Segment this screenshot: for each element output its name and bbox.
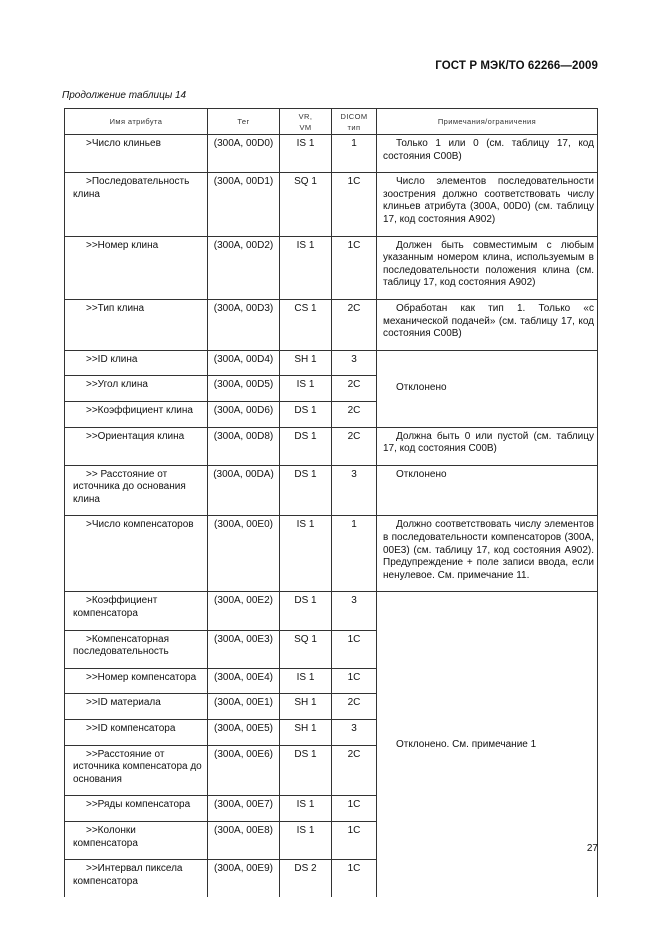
cell-vr: SH 1: [280, 720, 332, 746]
cell-tag: (300A, 00E6): [208, 745, 280, 796]
cell-note: Должна быть 0 или пустой (см. таблицу 17, код состояния C00B): [377, 427, 598, 465]
cell-note: Должно соответствовать числу элементов в последовательности компенсаторов (300A, 00E3) (см. таблицу 17, код состояния A902). Предупреждение + поле записи ввода, если ненулевое. См. примечание 11.: [377, 516, 598, 592]
cell-type: 1C: [332, 860, 377, 898]
cell-vr: DS 1: [280, 745, 332, 796]
cell-type: 2C: [332, 299, 377, 350]
header-vr-vm: VR, VM: [280, 109, 332, 135]
cell-name: >Число компенсаторов: [65, 516, 208, 592]
cell-vr: DS 1: [280, 427, 332, 465]
header-tag: Тег: [208, 109, 280, 135]
cell-name: >> Расстояние от источника до основания клина: [65, 465, 208, 516]
cell-tag: (300A, 00E3): [208, 630, 280, 668]
cell-type: 2C: [332, 694, 377, 720]
cell-vr: IS 1: [280, 516, 332, 592]
cell-name: >Компенсаторная последовательность: [65, 630, 208, 668]
cell-vr: SQ 1: [280, 173, 332, 236]
cell-name: >Коэффициент компенсатора: [65, 592, 208, 630]
cell-vr: IS 1: [280, 376, 332, 402]
cell-type: 3: [332, 720, 377, 746]
cell-tag: (300A, 00E9): [208, 860, 280, 898]
cell-tag: (300A, 00D4): [208, 350, 280, 376]
cell-note: Должен быть совместимым с любым указанным номером клина, используемым в последовательности положения клина (см. таблицу 17, код состояния A902): [377, 236, 598, 299]
table-caption: Продолжение таблицы 14: [62, 90, 187, 101]
cell-type: 1C: [332, 173, 377, 236]
document-standard-header: ГОСТ Р МЭК/ТО 62266—2009: [435, 60, 598, 72]
cell-name: >>Расстояние от источника компенсатора до основания: [65, 745, 208, 796]
cell-name: >>Интервал пиксела компенсатора: [65, 860, 208, 898]
cell-note-merged-compensator: Отклонено. См. примечание 1: [377, 592, 598, 897]
cell-name: >>ID клина: [65, 350, 208, 376]
cell-vr: CS 1: [280, 299, 332, 350]
cell-tag: (300A, 00E2): [208, 592, 280, 630]
cell-type: 1: [332, 516, 377, 592]
cell-vr: DS 1: [280, 465, 332, 516]
cell-vr: DS 1: [280, 401, 332, 427]
cell-tag: (300A, 00DA): [208, 465, 280, 516]
cell-tag: (300A, 00D3): [208, 299, 280, 350]
cell-note: Отклонено: [377, 465, 598, 516]
cell-type: 3: [332, 350, 377, 376]
cell-tag: (300A, 00D0): [208, 135, 280, 173]
cell-type: 2C: [332, 401, 377, 427]
cell-name: >>Тип клина: [65, 299, 208, 350]
cell-vr: SH 1: [280, 350, 332, 376]
cell-name: >>Номер компенсатора: [65, 668, 208, 694]
table-row: [65, 135, 598, 173]
cell-name: >>ID компенсатора: [65, 720, 208, 746]
cell-vr: IS 1: [280, 668, 332, 694]
table-row: [65, 592, 598, 630]
table-row: [65, 236, 598, 299]
attribute-table: [64, 108, 598, 897]
header-attribute-name: Имя атрибута: [65, 109, 208, 135]
cell-name: >Число клиньев: [65, 135, 208, 173]
cell-tag: (300A, 00D5): [208, 376, 280, 402]
cell-type: 3: [332, 592, 377, 630]
cell-tag: (300A, 00D1): [208, 173, 280, 236]
cell-name: >>Колонки компенсатора: [65, 821, 208, 859]
cell-type: 2C: [332, 376, 377, 402]
cell-name: >>ID материала: [65, 694, 208, 720]
cell-vr: IS 1: [280, 135, 332, 173]
table-row: [65, 427, 598, 465]
cell-tag: (300A, 00E4): [208, 668, 280, 694]
table-row: [65, 465, 598, 516]
cell-tag: (300A, 00E7): [208, 796, 280, 822]
cell-name: >>Коэффициент клина: [65, 401, 208, 427]
cell-vr: IS 1: [280, 821, 332, 859]
cell-note: Число элементов последовательности зоострения должно соответствовать числу клиньев атрибута (300A, 00D0) (см. таблицу 17, код состояния A902): [377, 173, 598, 236]
cell-type: 1C: [332, 796, 377, 822]
table-row: [65, 173, 598, 236]
cell-type: 2C: [332, 745, 377, 796]
cell-name: >>Номер клина: [65, 236, 208, 299]
cell-tag: (300A, 00E0): [208, 516, 280, 592]
cell-vr: IS 1: [280, 796, 332, 822]
cell-type: 1: [332, 135, 377, 173]
cell-type: 1C: [332, 668, 377, 694]
cell-tag: (300A, 00E5): [208, 720, 280, 746]
cell-type: 2C: [332, 427, 377, 465]
header-dicom-type: DICOM тип: [332, 109, 377, 135]
cell-name: >Последовательность клина: [65, 173, 208, 236]
cell-type: 3: [332, 465, 377, 516]
cell-note-merged-wedge: Отклонено: [377, 350, 598, 427]
table-header-row: [65, 109, 598, 135]
cell-tag: (300A, 00E8): [208, 821, 280, 859]
cell-vr: SQ 1: [280, 630, 332, 668]
cell-tag: (300A, 00D2): [208, 236, 280, 299]
cell-vr: DS 1: [280, 592, 332, 630]
cell-tag: (300A, 00D6): [208, 401, 280, 427]
cell-note: Обработан как тип 1. Только «с механической подачей» (см. таблицу 17, код состояния C00B): [377, 299, 598, 350]
cell-vr: SH 1: [280, 694, 332, 720]
cell-name: >>Угол клина: [65, 376, 208, 402]
table-row: [65, 299, 598, 350]
cell-type: 1C: [332, 630, 377, 668]
cell-note: Только 1 или 0 (см. таблицу 17, код состояния C00B): [377, 135, 598, 173]
header-notes: Примечания/ограничения: [377, 109, 598, 135]
cell-name: >>Ориентация клина: [65, 427, 208, 465]
cell-tag: (300A, 00D8): [208, 427, 280, 465]
cell-type: 1C: [332, 821, 377, 859]
cell-vr: DS 2: [280, 860, 332, 898]
cell-vr: IS 1: [280, 236, 332, 299]
cell-name: >>Ряды компенсатора: [65, 796, 208, 822]
page-number: 27: [586, 843, 598, 854]
cell-type: 1C: [332, 236, 377, 299]
table-row: [65, 350, 598, 376]
cell-tag: (300A, 00E1): [208, 694, 280, 720]
table-row: [65, 516, 598, 592]
